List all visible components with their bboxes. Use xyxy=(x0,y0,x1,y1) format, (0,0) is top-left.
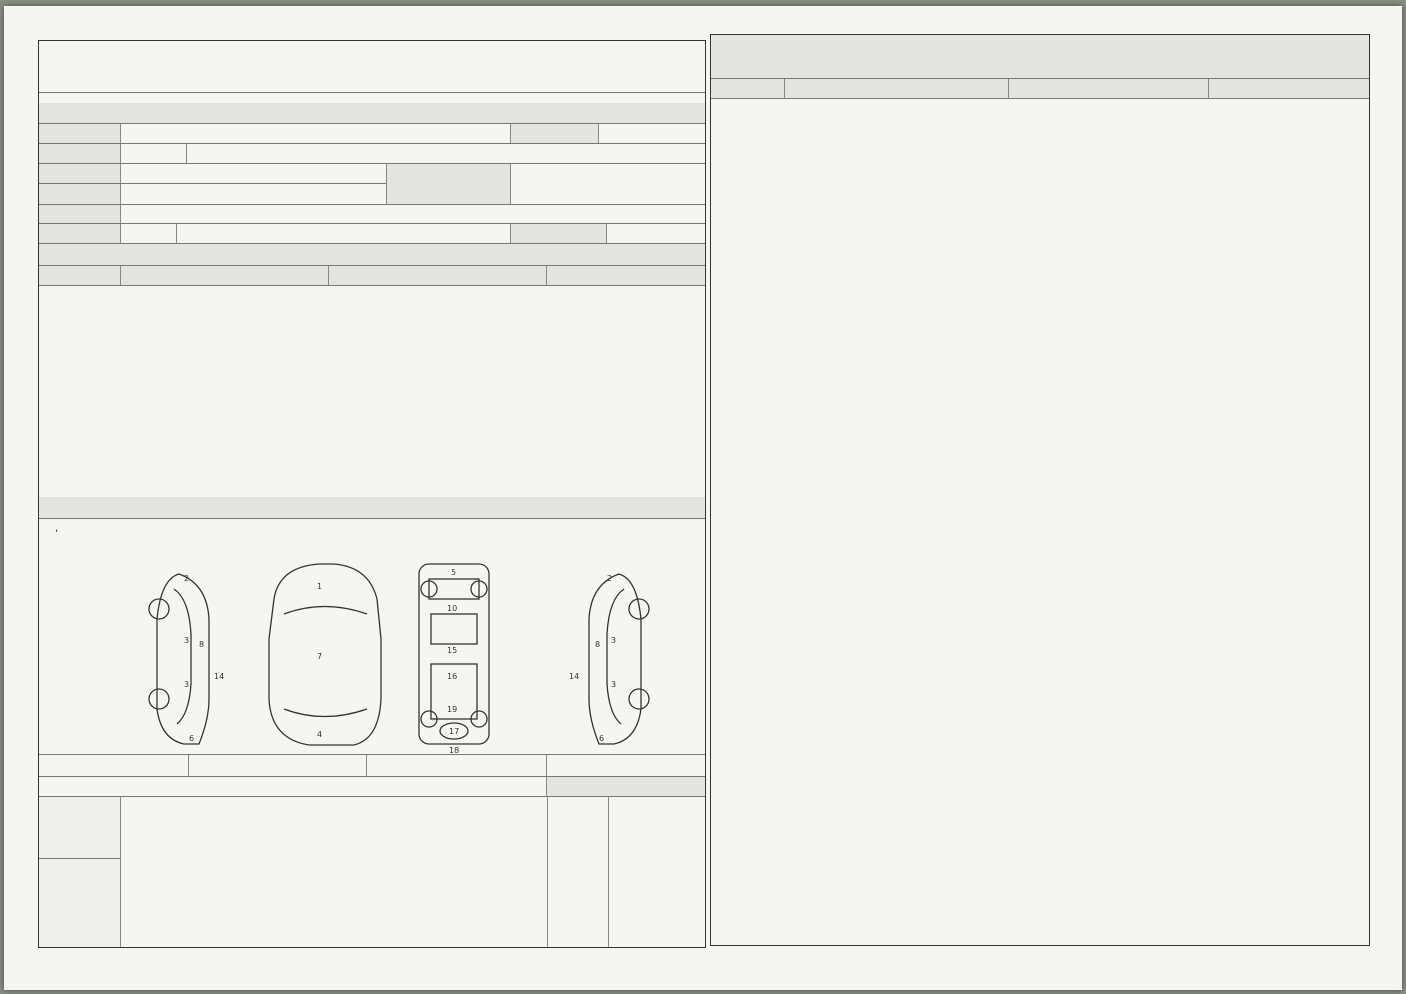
basic-row-engine xyxy=(39,224,705,244)
car-top-view xyxy=(269,564,381,745)
right-page xyxy=(710,34,1370,946)
accident-history-label xyxy=(39,755,189,776)
col-detail-state xyxy=(1009,79,1209,98)
exchange-price-col xyxy=(547,777,705,796)
detail-body xyxy=(711,99,1369,945)
detail-header xyxy=(711,35,1369,79)
first-reg xyxy=(121,164,386,183)
first-reg-label xyxy=(39,164,121,183)
engine xyxy=(121,224,177,243)
vin-label xyxy=(39,184,121,204)
accident-history-row xyxy=(39,755,705,777)
car-frame-view xyxy=(419,564,489,755)
svg-text:2: 2 xyxy=(607,574,613,583)
transmission-options xyxy=(511,164,705,204)
svg-text:10: 10 xyxy=(447,604,458,613)
exchange-price-unit xyxy=(547,797,609,947)
accident-diagram-area xyxy=(39,519,705,755)
car-side-right xyxy=(569,574,649,744)
svg-text:3: 3 xyxy=(611,636,617,645)
engine-label xyxy=(39,224,121,243)
doc-title xyxy=(39,41,705,63)
basic-row-1 xyxy=(39,124,705,144)
first-reg-row xyxy=(39,164,386,184)
basic-row-2 xyxy=(39,144,705,164)
svg-text:7: 7 xyxy=(317,652,323,661)
detail-col-header xyxy=(711,79,1369,99)
overall-col-header xyxy=(39,266,705,286)
svg-text:2: 2 xyxy=(184,574,190,583)
left-page xyxy=(38,40,706,948)
exchange-header-row xyxy=(39,777,705,797)
col-detail-price xyxy=(1209,79,1369,98)
col-main-device xyxy=(711,79,785,98)
svg-text:5: 5 xyxy=(451,568,457,577)
simple-repair-label xyxy=(367,755,547,776)
reg-no xyxy=(599,124,705,143)
reg-no-label xyxy=(511,124,599,143)
rank-block xyxy=(39,797,705,947)
col-detail-item xyxy=(785,79,1009,98)
reg-vin-block xyxy=(39,164,387,204)
svg-text:19: 19 xyxy=(447,705,458,714)
svg-text:3: 3 xyxy=(611,680,617,689)
fuel-options xyxy=(121,205,705,223)
validity xyxy=(511,144,705,163)
doc-number-row xyxy=(39,63,705,93)
outer-panel-label xyxy=(39,797,121,859)
svg-text:14: 14 xyxy=(214,672,225,681)
year xyxy=(121,144,187,163)
col-price xyxy=(547,266,705,285)
main-frame-label xyxy=(39,859,121,947)
vin-row xyxy=(39,184,386,204)
doc-note xyxy=(209,63,705,92)
doc-title-row xyxy=(39,41,705,63)
validity-label xyxy=(187,144,511,163)
svg-text:14: 14 xyxy=(569,672,580,681)
basic-info-header xyxy=(39,103,705,124)
vin xyxy=(121,184,386,204)
svg-text:8: 8 xyxy=(199,640,205,649)
basic-row-fuel xyxy=(39,204,705,224)
svg-text:1: 1 xyxy=(317,582,323,591)
svg-text:8: 8 xyxy=(595,640,601,649)
legend-line: , xyxy=(55,523,59,534)
car-name-label xyxy=(39,124,121,143)
doc-number xyxy=(39,63,209,92)
svg-text:3: 3 xyxy=(184,636,190,645)
svg-text:4: 4 xyxy=(317,730,323,739)
col-state xyxy=(121,266,329,285)
svg-text:15: 15 xyxy=(447,646,458,655)
car-diagram xyxy=(129,559,729,755)
year-label xyxy=(39,144,121,163)
fuel-label xyxy=(39,205,121,223)
svg-text:6: 6 xyxy=(599,734,605,743)
col-usage-history xyxy=(39,266,121,285)
base-price-label xyxy=(511,224,607,243)
car-side-left xyxy=(149,574,224,744)
transmission-label xyxy=(387,164,511,204)
accident-options xyxy=(189,755,367,776)
warranty-label xyxy=(177,224,247,243)
overall-header xyxy=(39,244,705,266)
accident-header xyxy=(39,497,705,519)
svg-text:16: 16 xyxy=(447,672,458,681)
warranty-options xyxy=(247,224,511,243)
basic-row-3 xyxy=(39,164,705,204)
svg-text:6: 6 xyxy=(189,734,195,743)
simple-repair-options xyxy=(547,755,705,776)
svg-text:18: 18 xyxy=(449,746,460,755)
exchange-label xyxy=(39,777,547,796)
svg-text:17: 17 xyxy=(449,727,460,736)
col-item xyxy=(329,266,547,285)
base-price-unit xyxy=(607,224,705,243)
svg-text:3: 3 xyxy=(184,680,190,689)
document-sheet xyxy=(4,6,1402,990)
